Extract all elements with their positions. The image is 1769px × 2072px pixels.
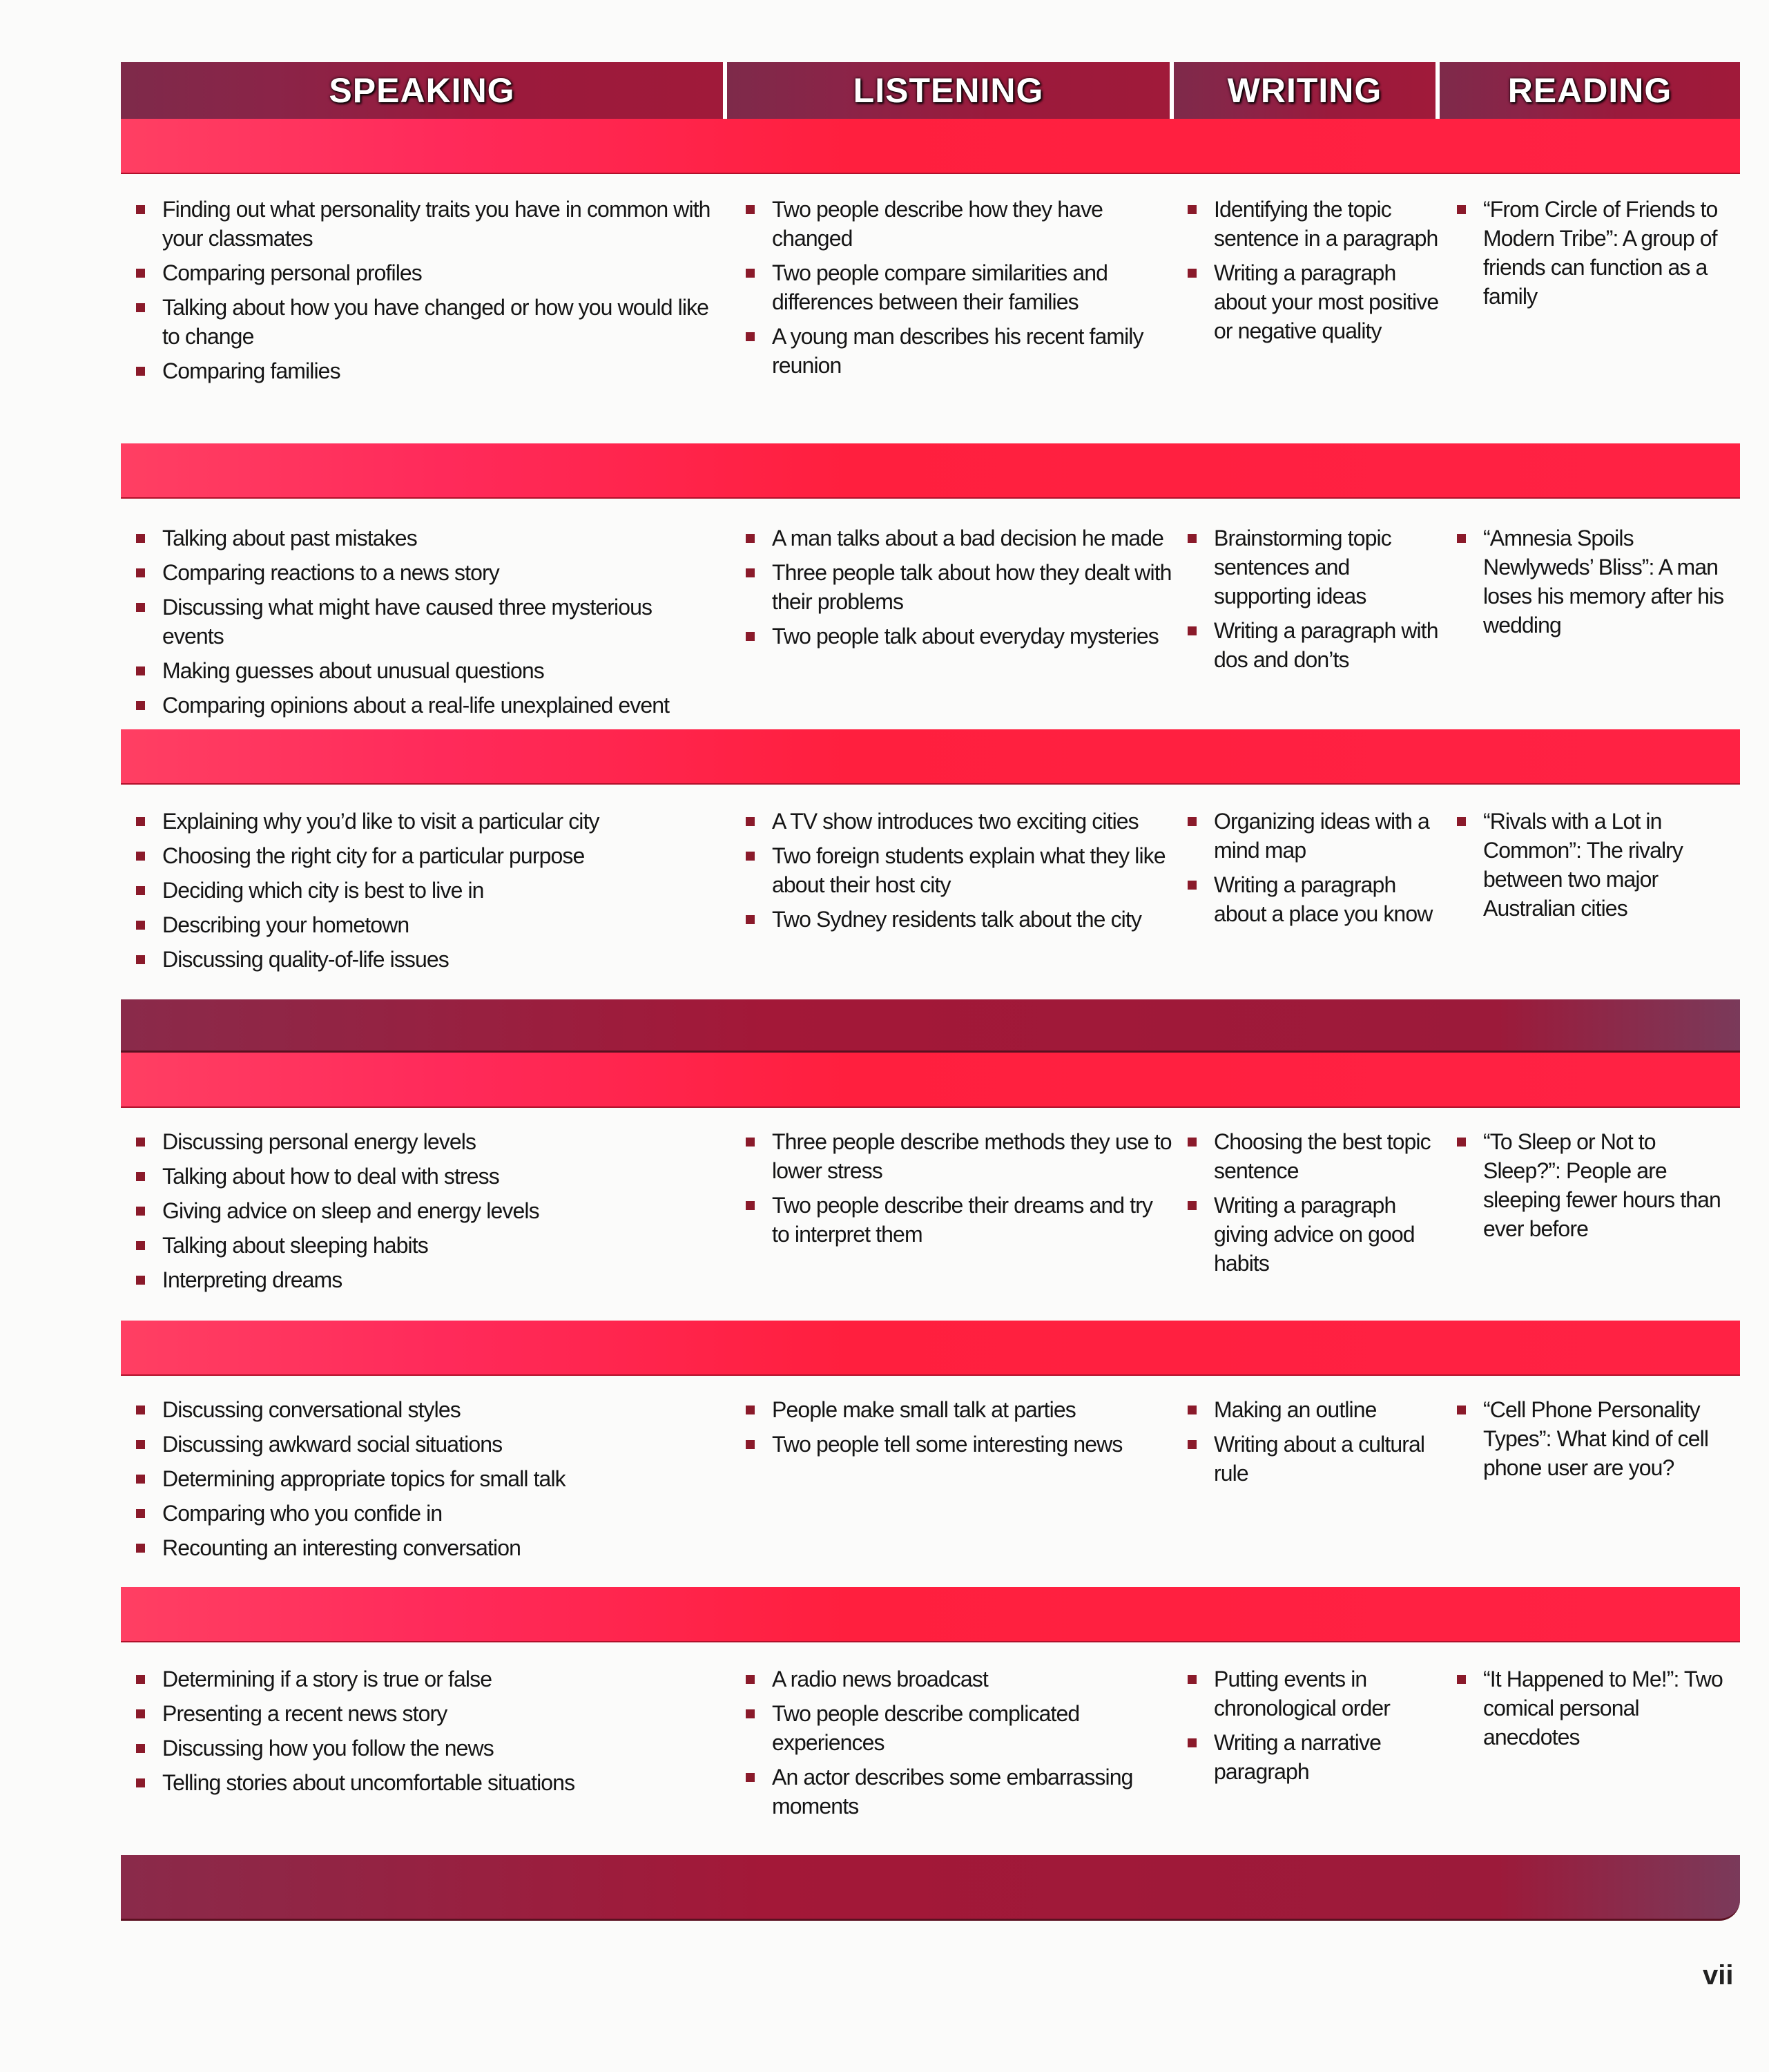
- bullet-icon: [136, 852, 145, 861]
- list-item: [1457, 1395, 1733, 1482]
- item-text: Determining if a story is true or false: [162, 1667, 492, 1691]
- bullet-icon: [746, 1440, 755, 1449]
- header-speaking: SPEAKING: [121, 62, 727, 119]
- bullet-icon: [746, 1709, 755, 1718]
- bullet-icon: [1457, 534, 1466, 543]
- list-item: [1457, 1665, 1733, 1752]
- bullet-icon: [746, 568, 755, 577]
- bullet-icon: [1188, 626, 1197, 635]
- unit-band: [121, 1053, 1740, 1108]
- reading-list: [1457, 524, 1733, 645]
- bullet-icon: [136, 701, 145, 710]
- bullet-icon: [136, 1207, 145, 1216]
- bullet-icon: [136, 1172, 145, 1181]
- list-item: [746, 1127, 1174, 1185]
- listening-list: [746, 524, 1174, 656]
- bullet-icon: [136, 568, 145, 577]
- item-text: A radio news broadcast: [772, 1667, 988, 1691]
- item-text: Organizing ideas with a mind map: [1214, 809, 1429, 863]
- item-text: Deciding which city is best to live in: [162, 878, 484, 903]
- list-item: [746, 1430, 1174, 1459]
- item-text: Comparing families: [162, 358, 340, 383]
- bullet-icon: [136, 367, 145, 376]
- header-writing: WRITING: [1174, 62, 1440, 119]
- item-text: Brainstorming topic sentences and supporting ideas: [1214, 526, 1391, 608]
- item-text: “It Happened to Me!”: Two comical personal anecdotes: [1483, 1667, 1723, 1749]
- item-text: Choosing the right city for a particular purpose: [162, 843, 585, 868]
- list-item: [136, 1231, 716, 1260]
- item-text: Two people describe their dreams and try to interpret them: [772, 1193, 1152, 1247]
- item-text: “Amnesia Spoils Newlyweds’ Bliss”: A man loses his memory after his wedding: [1483, 526, 1724, 637]
- speaking-list: [136, 1665, 716, 1803]
- bullet-icon: [746, 1675, 755, 1684]
- item-text: Talking about sleeping habits: [162, 1233, 428, 1258]
- speaking-list: [136, 195, 716, 391]
- bullet-icon: [1188, 1138, 1197, 1147]
- list-item: [1188, 1430, 1443, 1488]
- bullet-icon: [136, 269, 145, 278]
- bullet-icon: [746, 915, 755, 924]
- item-text: Comparing reactions to a news story: [162, 560, 499, 585]
- list-item: [136, 1464, 716, 1493]
- unit-band: [121, 119, 1740, 174]
- item-text: Two Sydney residents talk about the city: [772, 907, 1141, 932]
- item-text: Discussing what might have caused three mysterious events: [162, 595, 652, 649]
- bullet-icon: [136, 1544, 145, 1553]
- bullet-icon: [746, 852, 755, 861]
- list-item: [1188, 870, 1443, 928]
- bullet-icon: [136, 955, 145, 964]
- bullet-icon: [1457, 1675, 1466, 1684]
- item-text: Discussing how you follow the news: [162, 1736, 494, 1761]
- bullet-icon: [746, 332, 755, 341]
- divider-bar: [121, 999, 1740, 1053]
- list-item: [1188, 616, 1443, 674]
- list-item: [136, 1734, 716, 1763]
- bullet-icon: [136, 1709, 145, 1718]
- list-item: [746, 841, 1174, 899]
- bullet-icon: [136, 603, 145, 612]
- item-text: Making an outline: [1214, 1397, 1377, 1422]
- speaking-list: [136, 1127, 716, 1300]
- bullet-icon: [1188, 269, 1197, 278]
- item-text: Choosing the best topic sentence: [1214, 1129, 1431, 1183]
- list-item: [746, 1763, 1174, 1821]
- list-item: [746, 1699, 1174, 1757]
- list-item: [136, 1265, 716, 1294]
- list-item: [1457, 524, 1733, 640]
- unit-band: [121, 1587, 1740, 1642]
- item-text: Writing a paragraph about your most positive or negative quality: [1214, 260, 1439, 343]
- item-text: Telling stories about uncomfortable situations: [162, 1770, 575, 1795]
- list-item: [746, 322, 1174, 380]
- writing-list: [1188, 1127, 1443, 1283]
- item-text: Two people talk about everyday mysteries: [772, 624, 1159, 649]
- listening-list: [746, 1395, 1174, 1464]
- list-item: [136, 195, 716, 253]
- item-text: An actor describes some embarrassing moments: [772, 1765, 1133, 1819]
- item-text: Describing your hometown: [162, 912, 409, 937]
- bullet-icon: [136, 921, 145, 930]
- reading-list: [1457, 195, 1733, 316]
- bullet-icon: [136, 1475, 145, 1484]
- bullet-icon: [1457, 1138, 1466, 1147]
- item-text: Recounting an interesting conversation: [162, 1535, 521, 1560]
- item-text: Discussing conversational styles: [162, 1397, 461, 1422]
- list-item: [1457, 807, 1733, 923]
- bullet-icon: [746, 817, 755, 826]
- writing-list: [1188, 807, 1443, 934]
- list-item: [136, 1395, 716, 1424]
- item-text: A TV show introduces two exciting cities: [772, 809, 1139, 834]
- item-text: A young man describes his recent family reunion: [772, 324, 1143, 378]
- listening-list: [746, 1665, 1174, 1826]
- list-item: [1457, 195, 1733, 311]
- item-text: Discussing awkward social situations: [162, 1432, 503, 1457]
- bullet-icon: [136, 1778, 145, 1787]
- item-text: Identifying the topic sentence in a paragraph: [1214, 197, 1438, 251]
- listening-list: [746, 1127, 1174, 1254]
- list-item: [136, 558, 716, 587]
- item-text: Two people describe complicated experiences: [772, 1701, 1080, 1755]
- bullet-icon: [1188, 1675, 1197, 1684]
- item-text: “Cell Phone Personality Types”: What kind of cell phone user are you?: [1483, 1397, 1709, 1480]
- list-item: [1188, 1191, 1443, 1278]
- column-header-bar: [121, 62, 1740, 119]
- bullet-icon: [1188, 534, 1197, 543]
- bullet-icon: [1188, 817, 1197, 826]
- writing-list: [1188, 1665, 1443, 1792]
- item-text: Discussing quality-of-life issues: [162, 947, 449, 972]
- list-item: [136, 691, 716, 720]
- bullet-icon: [1188, 1201, 1197, 1210]
- item-text: Interpreting dreams: [162, 1267, 342, 1292]
- item-text: Presenting a recent news story: [162, 1701, 447, 1726]
- list-item: [136, 1699, 716, 1728]
- list-item: [136, 1127, 716, 1156]
- list-item: [1188, 1665, 1443, 1723]
- item-text: Writing about a cultural rule: [1214, 1432, 1425, 1486]
- item-text: Discussing personal energy levels: [162, 1129, 476, 1154]
- item-text: Giving advice on sleep and energy levels: [162, 1198, 539, 1223]
- item-text: A man talks about a bad decision he made: [772, 526, 1164, 550]
- list-item: [1188, 807, 1443, 865]
- bullet-icon: [1457, 817, 1466, 826]
- bullet-icon: [136, 1138, 145, 1147]
- writing-list: [1188, 195, 1443, 351]
- list-item: [136, 876, 716, 905]
- bullet-icon: [746, 534, 755, 543]
- bullet-icon: [136, 1276, 145, 1285]
- unit-band: [121, 729, 1740, 785]
- item-text: People make small talk at parties: [772, 1397, 1076, 1422]
- speaking-list: [136, 524, 716, 725]
- item-text: Writing a narrative paragraph: [1214, 1730, 1381, 1784]
- list-item: [136, 807, 716, 836]
- list-item: [746, 1665, 1174, 1694]
- bullet-icon: [136, 817, 145, 826]
- list-item: [136, 1162, 716, 1191]
- bullet-icon: [746, 205, 755, 214]
- list-item: [136, 910, 716, 939]
- list-item: [136, 524, 716, 553]
- list-item: [136, 293, 716, 351]
- item-text: Two people describe how they have changed: [772, 197, 1103, 251]
- list-item: [1188, 195, 1443, 253]
- item-text: Comparing personal profiles: [162, 260, 422, 285]
- reading-list: [1457, 1395, 1733, 1488]
- bullet-icon: [1188, 881, 1197, 890]
- bullet-icon: [746, 1138, 755, 1147]
- bullet-icon: [746, 1406, 755, 1414]
- list-item: [136, 1430, 716, 1459]
- item-text: Talking about past mistakes: [162, 526, 417, 550]
- bullet-icon: [1188, 1440, 1197, 1449]
- bullet-icon: [136, 1675, 145, 1684]
- bullet-icon: [136, 1509, 145, 1518]
- item-text: Two foreign students explain what they like about their host city: [772, 843, 1166, 897]
- item-text: Two people compare similarities and differences between their families: [772, 260, 1108, 314]
- bullet-icon: [136, 1744, 145, 1753]
- item-text: Two people tell some interesting news: [772, 1432, 1123, 1457]
- listening-list: [746, 195, 1174, 385]
- item-text: Writing a paragraph giving advice on good habits: [1214, 1193, 1415, 1276]
- bullet-icon: [136, 534, 145, 543]
- speaking-list: [136, 1395, 716, 1568]
- writing-list: [1188, 524, 1443, 680]
- list-item: [136, 356, 716, 385]
- item-text: Finding out what personality traits you have in common with your classmates: [162, 197, 710, 251]
- bullet-icon: [136, 886, 145, 895]
- bullet-icon: [746, 632, 755, 641]
- bullet-icon: [136, 666, 145, 675]
- list-item: [1188, 1127, 1443, 1185]
- bullet-icon: [136, 1406, 145, 1414]
- item-text: Determining appropriate topics for small talk: [162, 1466, 566, 1491]
- list-item: [746, 622, 1174, 651]
- page-number: vii: [1703, 1960, 1734, 1991]
- item-text: Talking about how to deal with stress: [162, 1164, 499, 1189]
- bullet-icon: [1188, 1738, 1197, 1747]
- bullet-icon: [746, 269, 755, 278]
- list-item: [136, 1533, 716, 1562]
- writing-list: [1188, 1395, 1443, 1493]
- item-text: Comparing opinions about a real-life unexplained event: [162, 693, 670, 718]
- item-text: “To Sleep or Not to Sleep?”: People are sleeping fewer hours than ever before: [1483, 1129, 1721, 1241]
- list-item: [746, 1191, 1174, 1249]
- list-item: [136, 656, 716, 685]
- list-item: [1457, 1127, 1733, 1243]
- list-item: [136, 1768, 716, 1797]
- list-item: [136, 1499, 716, 1528]
- bullet-icon: [746, 1201, 755, 1210]
- bullet-icon: [1457, 205, 1466, 214]
- item-text: “Rivals with a Lot in Common”: The rivalry between two major Australian cities: [1483, 809, 1683, 921]
- list-item: [746, 1395, 1174, 1424]
- item-text: Writing a paragraph about a place you know: [1214, 872, 1433, 926]
- bullet-icon: [136, 1241, 145, 1250]
- unit-band: [121, 1321, 1740, 1376]
- reading-list: [1457, 1127, 1733, 1249]
- header-listening: LISTENING: [727, 62, 1174, 119]
- list-item: [136, 593, 716, 651]
- list-item: [746, 807, 1174, 836]
- bullet-icon: [136, 205, 145, 214]
- bullet-icon: [1188, 205, 1197, 214]
- list-item: [746, 524, 1174, 553]
- item-text: Explaining why you’d like to visit a particular city: [162, 809, 599, 834]
- listening-list: [746, 807, 1174, 939]
- list-item: [1188, 258, 1443, 345]
- list-item: [1188, 524, 1443, 611]
- reading-list: [1457, 807, 1733, 928]
- list-item: [1188, 1728, 1443, 1786]
- list-item: [136, 258, 716, 287]
- item-text: Talking about how you have changed or how you would like to change: [162, 295, 709, 349]
- bullet-icon: [1457, 1406, 1466, 1414]
- item-text: “From Circle of Friends to Modern Tribe”: A group of friends can function as a family: [1483, 197, 1718, 309]
- list-item: [746, 195, 1174, 253]
- list-item: [1188, 1395, 1443, 1424]
- list-item: [136, 945, 716, 974]
- item-text: Putting events in chronological order: [1214, 1667, 1391, 1720]
- bullet-icon: [1188, 1406, 1197, 1414]
- list-item: [136, 1665, 716, 1694]
- list-item: [136, 841, 716, 870]
- bullet-icon: [136, 1440, 145, 1449]
- item-text: Three people describe methods they use to lower stress: [772, 1129, 1172, 1183]
- list-item: [746, 905, 1174, 934]
- list-item: [746, 558, 1174, 616]
- item-text: Comparing who you confide in: [162, 1501, 443, 1526]
- item-text: Three people talk about how they dealt with their problems: [772, 560, 1172, 614]
- bullet-icon: [136, 303, 145, 312]
- unit-band: [121, 443, 1740, 499]
- speaking-list: [136, 807, 716, 979]
- item-text: Writing a paragraph with dos and don’ts: [1214, 618, 1438, 672]
- footer-bar: [121, 1855, 1740, 1921]
- list-item: [136, 1196, 716, 1225]
- item-text: Making guesses about unusual questions: [162, 658, 544, 683]
- bullet-icon: [746, 1773, 755, 1782]
- header-reading: READING: [1440, 62, 1740, 119]
- list-item: [746, 258, 1174, 316]
- reading-list: [1457, 1665, 1733, 1757]
